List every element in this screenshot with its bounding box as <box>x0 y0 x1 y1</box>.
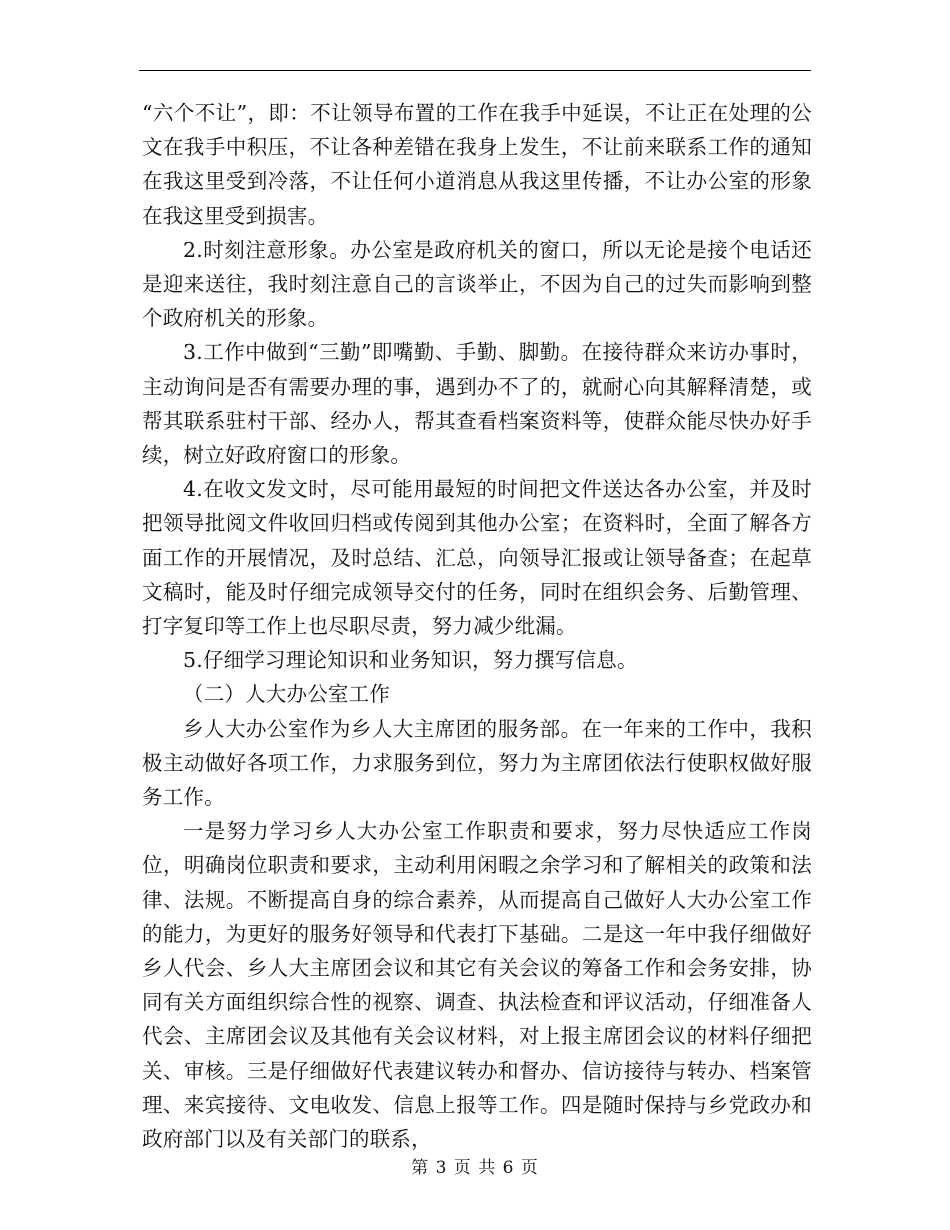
document-body <box>142 96 812 1156</box>
paragraph-npc-details: 一是努力学习乡人大办公室工作职责和要求，努力尽快适应工作岗位，明确岗位职责和要求，主动利用闲暇之余学习和了解相关的政策和法律、法规。不断提高自身的综合素养，从而提高自己做好人大办公室工作的能力，为更好的服务好领导和代表打下基础。二是这一年中我仔细做好乡人代会、乡人大主席团会议和其它有关会议的筹备工作和会务安排，协同有关方面组织综合性的视察、调查、执法检查和评议活动，仔细准备人代会、主席团会议及其他有关会议材料，对上报主席团会议的材料仔细把关、审核。三是仔细做好代表建议转办和督办、信访接待与转办、档案管理、来宾接待、文电收发、信息上报等工作。四是随时保持与乡党政办和政府部门以及有关部门的联系， <box>142 819 812 1152</box>
section-heading-npc-office: （二）人大办公室工作 <box>183 682 390 707</box>
paragraph-six-rules: “六个不让”，即：不让领导布置的工作在我手中延误，不让正在处理的公文在我手中积压，不让各种差错在我身上发生，不让前来联系工作的通知在我这里受到冷落，不让任何小道消息从我这里传播，不让办公室的形象在我这里受到损害。 <box>142 101 812 228</box>
header-rule <box>139 70 811 71</box>
paragraph-item-3: 3.工作中做到“三勤”即嘴勤、手勤、脚勤。在接待群众来访办事时，主动询问是否有需要办理的事，遇到办不了的，就耐心向其解释清楚，或帮其联系驻村干部、经办人，帮其查看档案资料等，使群众能尽快办好手续，树立好政府窗口的形象。 <box>142 340 812 468</box>
paragraph-item-5: 5.仔细学习理论知识和业务知识，努力撰写信息。 <box>183 648 638 673</box>
paragraph-item-2: 2.时刻注意形象。办公室是政府机关的窗口，所以无论是接个电话还是迎来送往，我时刻注意自己的言谈举止，不因为自己的过失而影响到整个政府机关的形象。 <box>142 237 812 331</box>
paragraph-npc-intro: 乡人大办公室作为乡人大主席团的服务部。在一年来的工作中，我积极主动做好各项工作，力求服务到位，努力为主席团依法行使职权做好服务工作。 <box>142 716 812 810</box>
paragraph-item-4: 4.在收文发文时，尽可能用最短的时间把文件送达各办公室，并及时把领导批阅文件收回归档或传阅到其他办公室；在资料时，全面了解各方面工作的开展情况，及时总结、汇总，向领导汇报或让领导备查；在起草文稿时，能及时仔细完成领导交付的任务，同时在组织会务、后勤管理、打字复印等工作上也尽职尽责，努力减少纰漏。 <box>142 477 812 639</box>
page-number-footer: 第 3 页 共 6 页 <box>411 1158 539 1178</box>
